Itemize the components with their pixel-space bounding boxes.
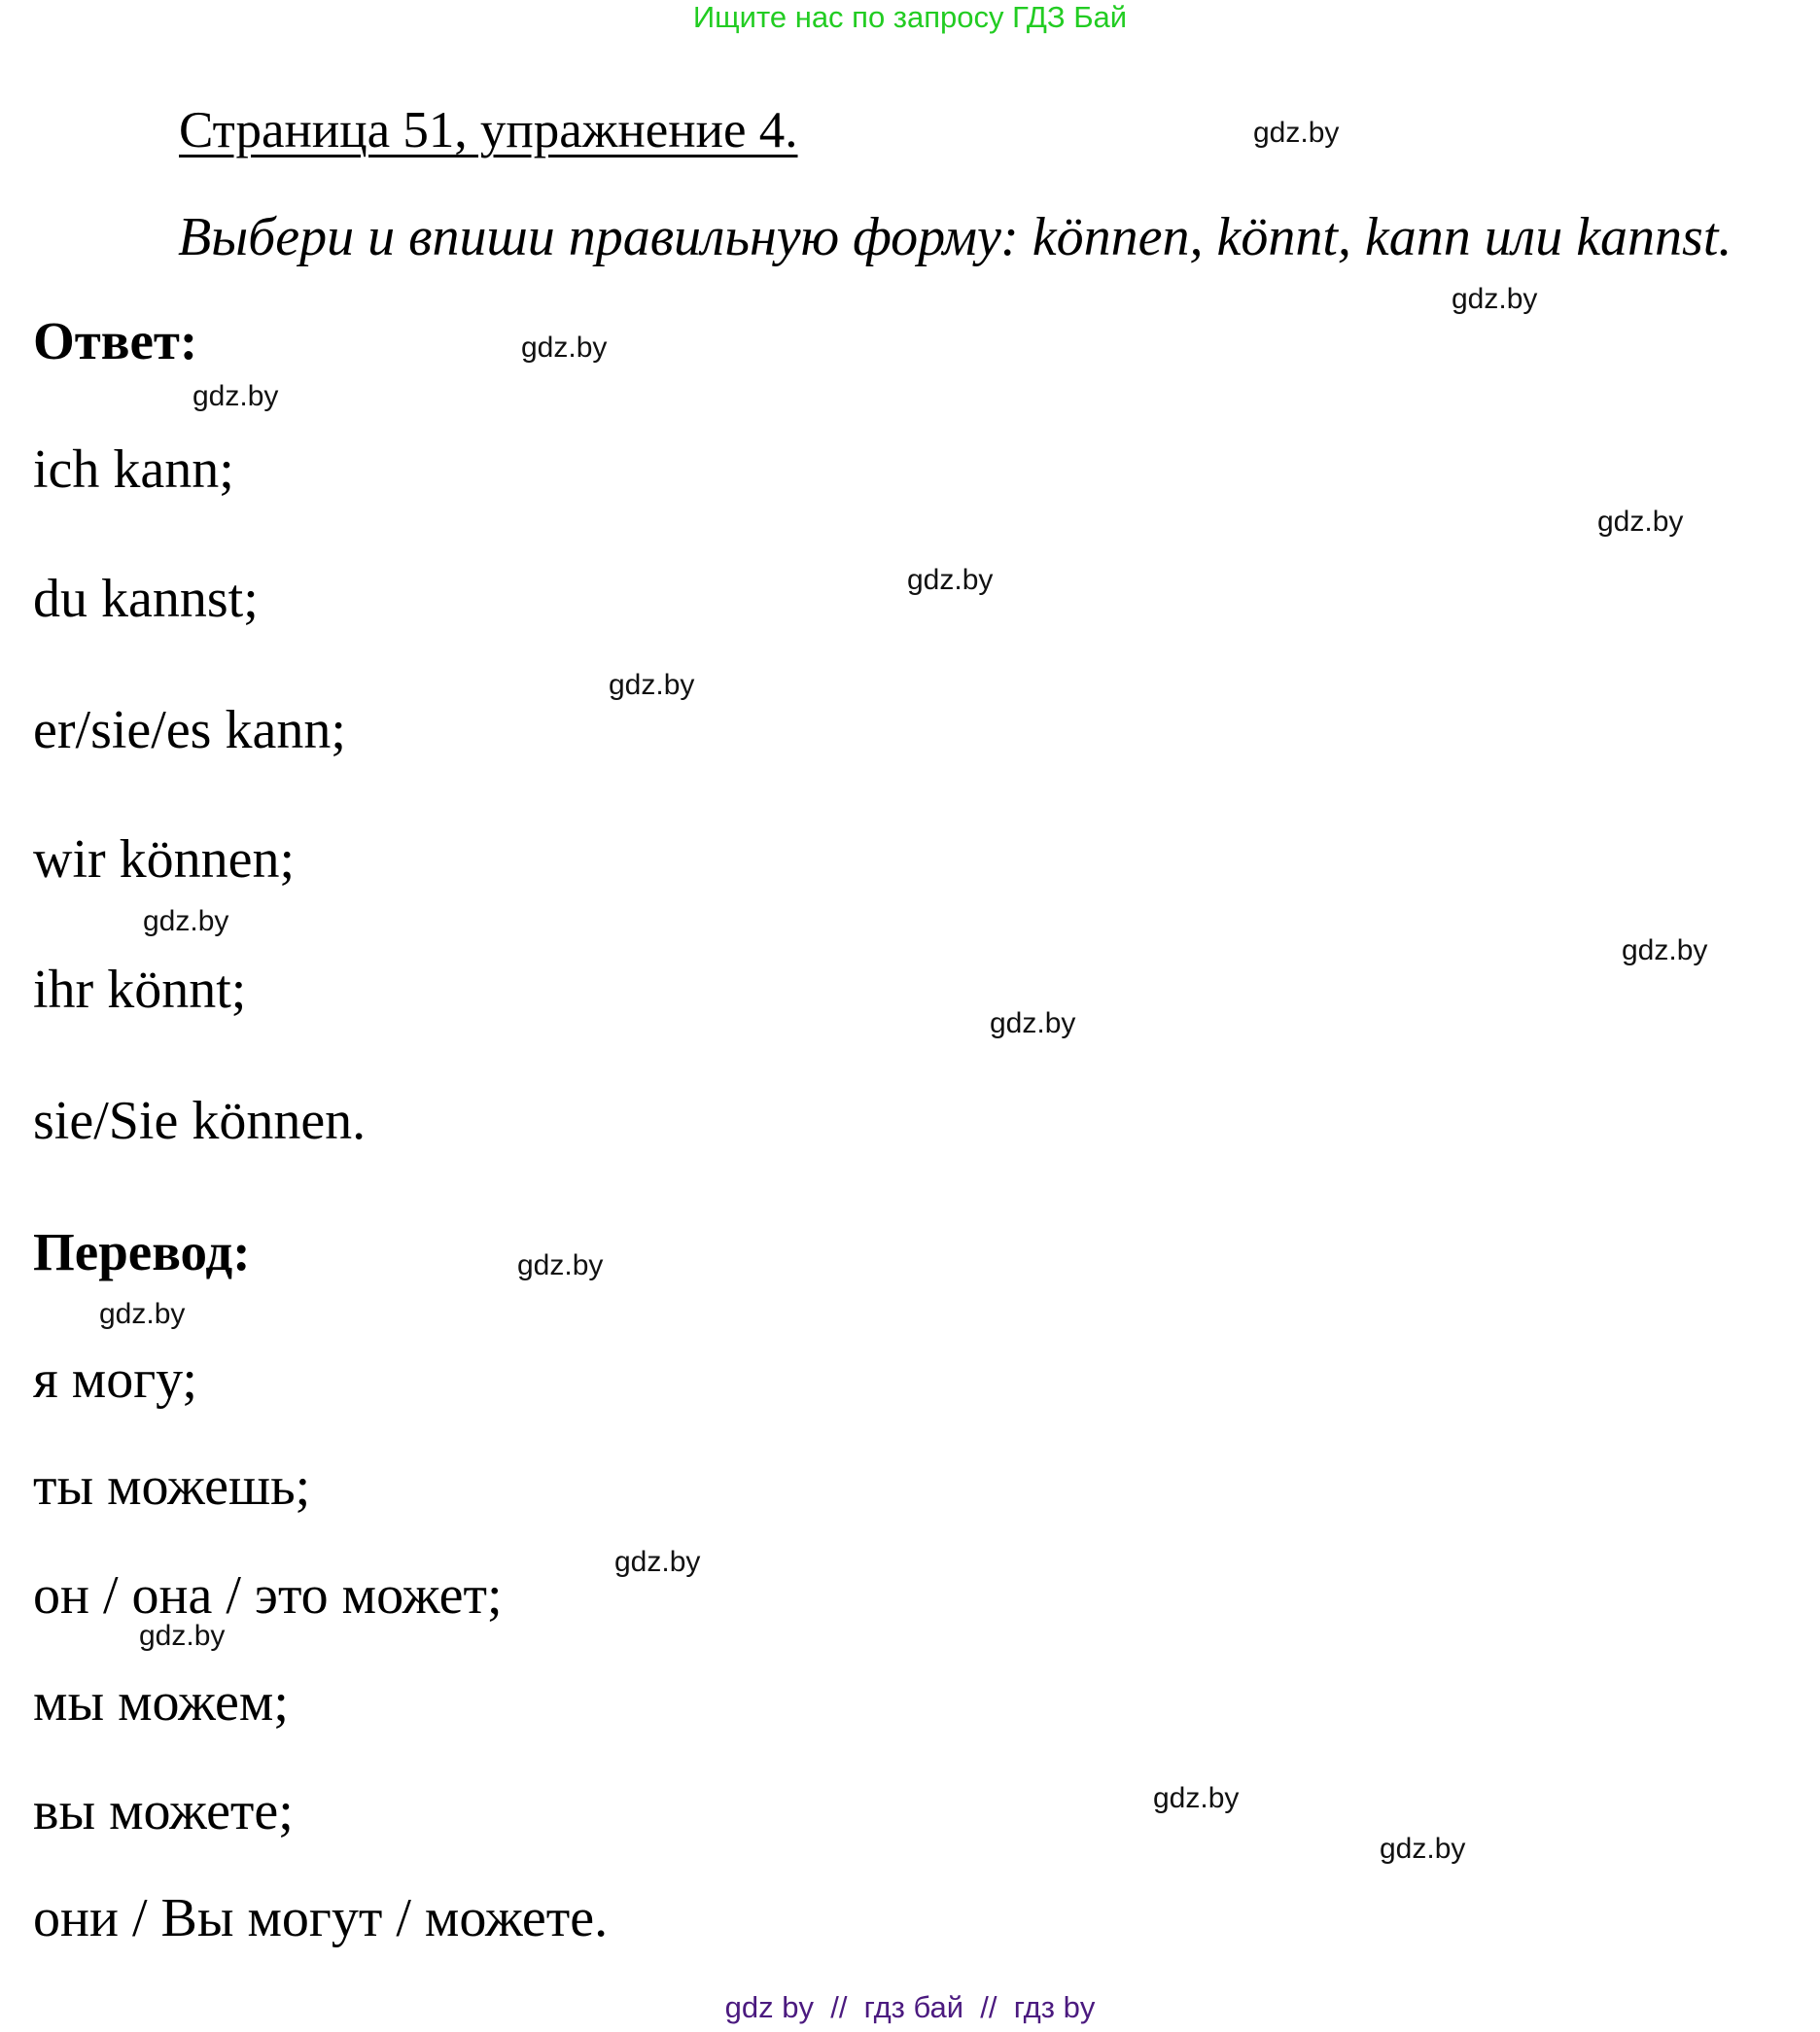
watermark: gdz.by [1597, 506, 1684, 538]
watermark: gdz.by [99, 1298, 186, 1330]
answer-line: du kannst; [33, 569, 259, 629]
watermark: gdz.by [990, 1007, 1076, 1039]
watermark: gdz.by [517, 1249, 604, 1281]
watermark: gdz.by [143, 905, 229, 937]
translation-line: я могу; [33, 1349, 197, 1410]
translation-line: они / Вы могут / можете. [33, 1888, 609, 1948]
watermark: gdz.by [139, 1620, 226, 1652]
answer-heading: Ответ: [33, 311, 198, 370]
answer-line: er/sie/es kann; [33, 700, 346, 760]
watermark: gdz.by [609, 669, 695, 701]
page-title: Страница 51, упражнение 4. [179, 102, 798, 158]
watermark: gdz.by [1253, 117, 1340, 149]
search-banner: Ищите нас по запросу ГДЗ Бай [692, 0, 1128, 34]
footer-links: gdz by // гдз бай // гдз by [724, 1990, 1096, 2024]
watermark: gdz.by [521, 332, 608, 364]
watermark: gdz.by [907, 564, 994, 596]
translation-line: ты можешь; [33, 1456, 311, 1517]
watermark: gdz.by [1380, 1833, 1466, 1865]
watermark: gdz.by [614, 1546, 701, 1578]
watermark: gdz.by [1622, 934, 1708, 966]
translation-line: он / она / это может; [33, 1565, 503, 1626]
answer-line: ich kann; [33, 439, 234, 500]
answer-line: sie/Sie können. [33, 1091, 367, 1151]
translation-line: мы можем; [33, 1672, 289, 1733]
answer-line: ihr könnt; [33, 960, 247, 1020]
answer-line: wir können; [33, 829, 296, 890]
translation-line: вы можете; [33, 1781, 294, 1841]
watermark: gdz.by [1153, 1782, 1240, 1814]
translation-heading: Перевод: [33, 1222, 251, 1281]
watermark: gdz.by [1452, 283, 1538, 315]
exercise-instruction: Выбери и впиши правильную форму: können, könnt, kann или kannst. [178, 207, 1732, 267]
watermark: gdz.by [192, 380, 279, 412]
